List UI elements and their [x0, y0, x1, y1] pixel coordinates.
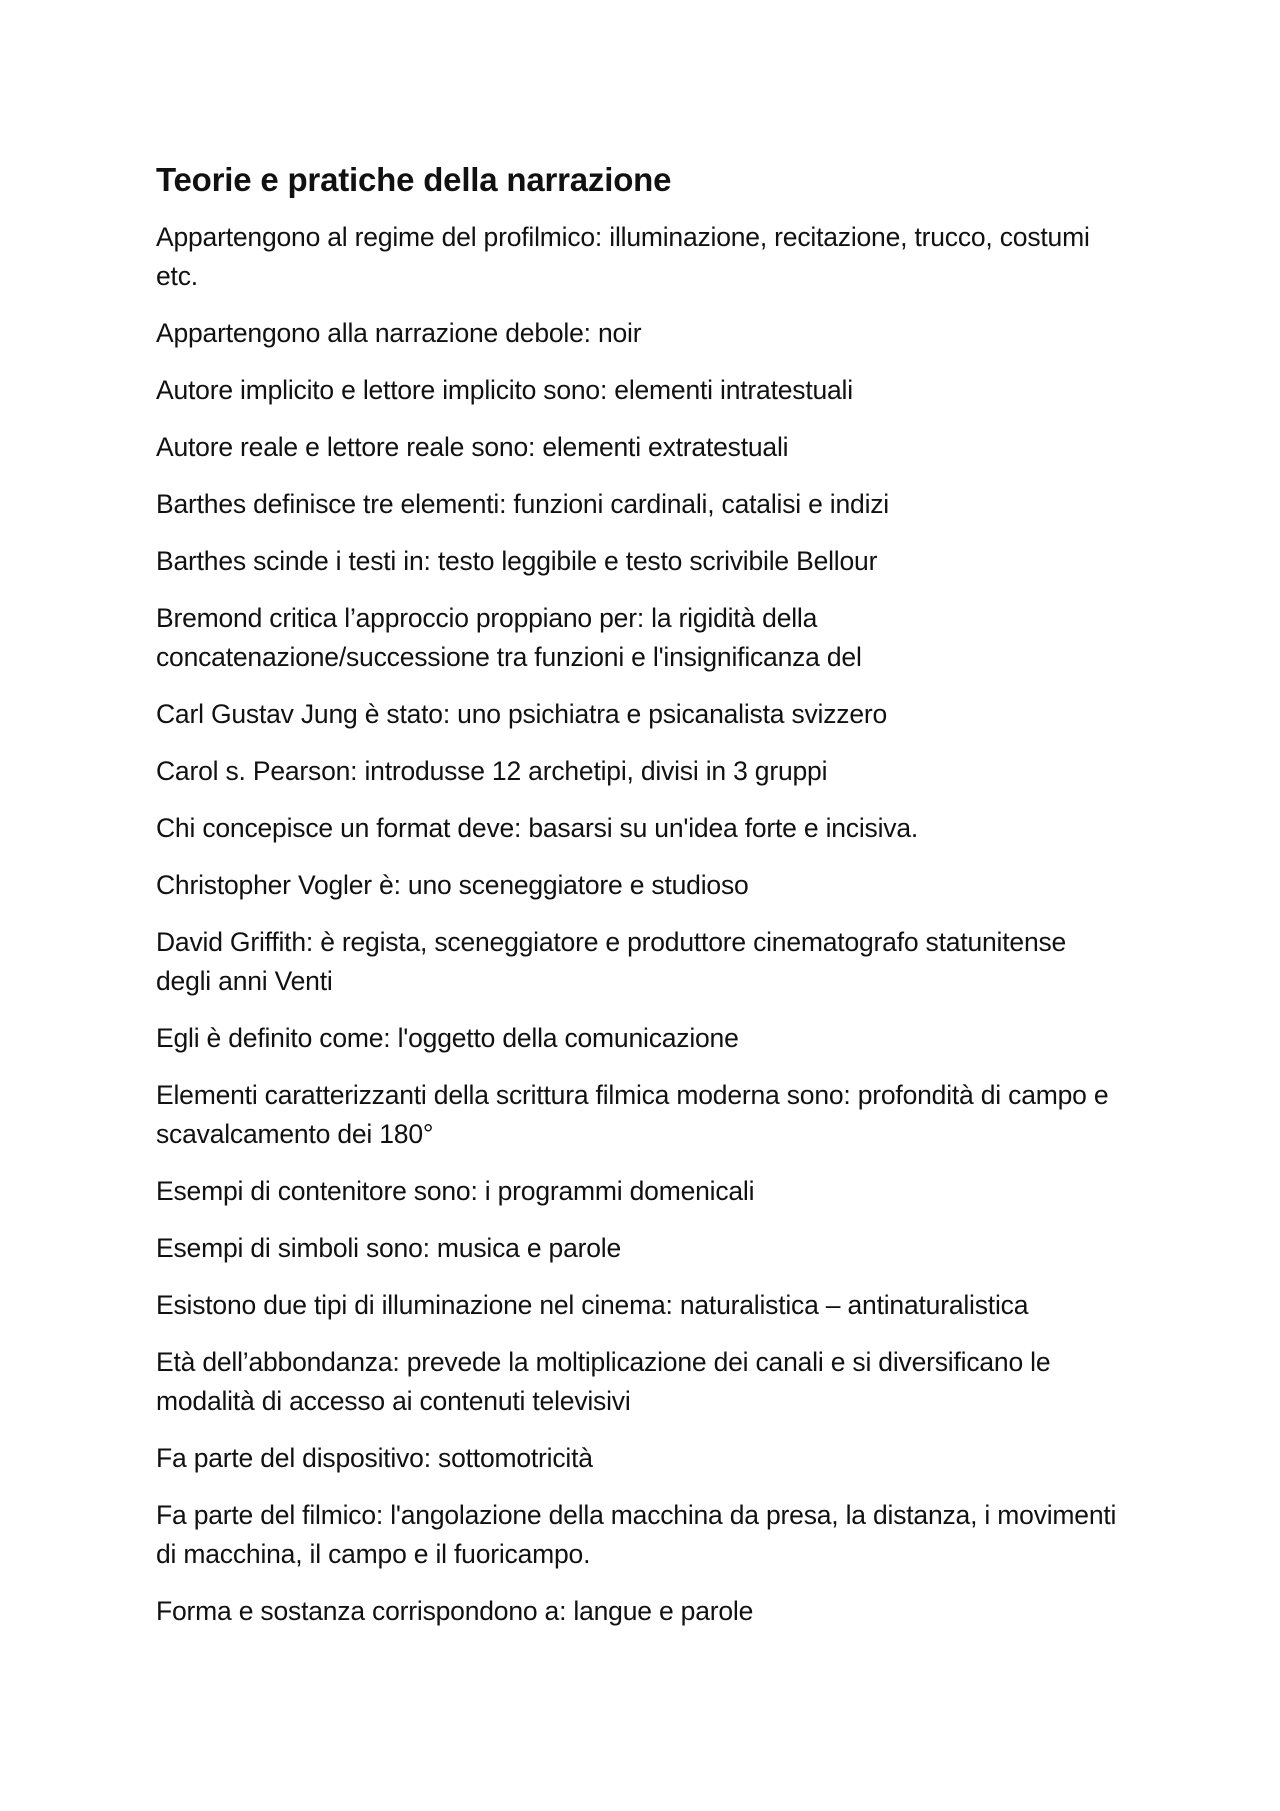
- document-title: Teorie e pratiche della narrazione: [156, 161, 672, 198]
- document-entry: Elementi caratterizzanti della scrittura filmica moderna sono: profondità di campo e scavalcamento dei 180°: [156, 1080, 1109, 1149]
- document-entry: Barthes scinde i testi in: testo leggibile e testo scrivibile Bellour: [156, 546, 878, 576]
- document-entry: Egli è definito come: l'oggetto della comunicazione: [156, 1023, 739, 1053]
- document-entry: David Griffith: è regista, sceneggiatore e produttore cinematografo statunitense degli anni Venti: [156, 927, 1067, 996]
- document-entry: Forma e sostanza corrispondono a: langue e parole: [156, 1596, 754, 1626]
- document-entry: Barthes definisce tre elementi: funzioni cardinali, catalisi e indizi: [156, 489, 889, 519]
- document-entry: Esempi di simboli sono: musica e parole: [156, 1233, 621, 1263]
- document-entry: Autore implicito e lettore implicito sono: elementi intratestuali: [156, 375, 853, 405]
- document-entry: Età dell’abbondanza: prevede la moltiplicazione dei canali e si diversificano le modalità di accesso ai contenuti televisivi: [156, 1347, 1051, 1416]
- document-entry: Appartengono al regime del profilmico: illuminazione, recitazione, trucco, costumi etc.: [156, 222, 1090, 291]
- document-entry: Autore reale e lettore reale sono: elementi extratestuali: [156, 432, 789, 462]
- document-entry: Chi concepisce un format deve: basarsi su un'idea forte e incisiva.: [156, 813, 919, 843]
- document-entry: Appartengono alla narrazione debole: noir: [156, 318, 642, 348]
- document-entry: Bremond critica l’approccio proppiano per: la rigidità della concatenazione/successione tra funzioni e l'insignificanza del: [156, 603, 862, 672]
- document-entry: Esempi di contenitore sono: i programmi domenicali: [156, 1176, 755, 1206]
- document-entry: Esistono due tipi di illuminazione nel cinema: naturalistica – antinaturalistica: [156, 1290, 1029, 1320]
- document-entry: Christopher Vogler è: uno sceneggiatore e studioso: [156, 870, 749, 900]
- document-body: [156, 158, 1121, 1649]
- document-entry: Carl Gustav Jung è stato: uno psichiatra e psicanalista svizzero: [156, 699, 888, 729]
- document-entry: Fa parte del dispositivo: sottomotricità: [156, 1443, 593, 1473]
- document-entry: Fa parte del filmico: l'angolazione della macchina da presa, la distanza, i movimenti di macchina, il campo e il fuoricampo.: [156, 1500, 1117, 1569]
- document-entry: Carol s. Pearson: introdusse 12 archetipi, divisi in 3 gruppi: [156, 756, 828, 786]
